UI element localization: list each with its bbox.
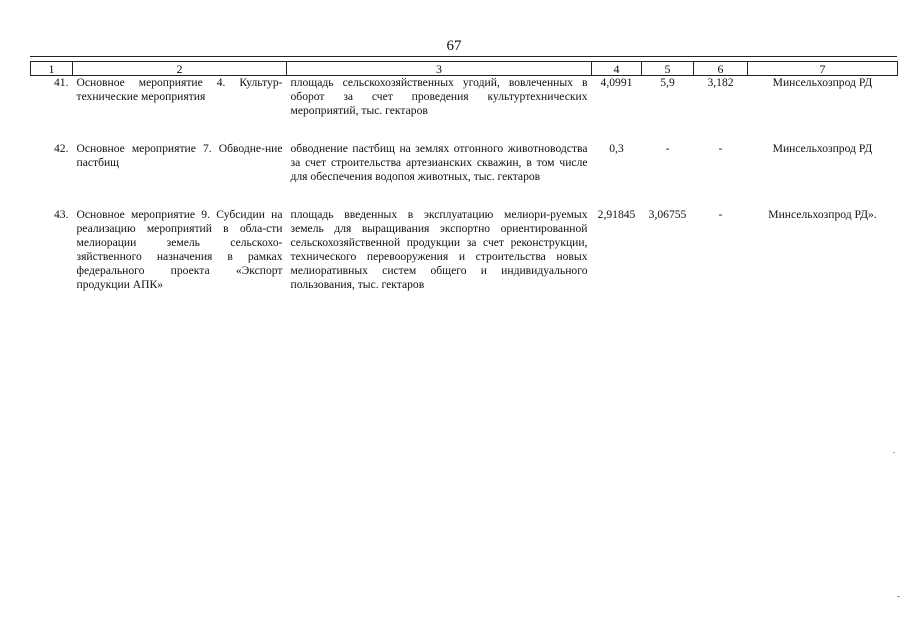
row-number: 42. <box>54 142 69 155</box>
table-row <box>31 142 898 184</box>
value-col4: 0,3 <box>609 142 624 155</box>
program-table <box>30 61 898 292</box>
value-col6: - <box>718 208 723 221</box>
column-header: 6 <box>694 62 748 76</box>
value-col5: - <box>665 142 670 155</box>
row-number: 41. <box>54 76 69 89</box>
row-spacer <box>31 118 898 142</box>
column-header: 2 <box>73 62 287 76</box>
event-name: Основное мероприятие 4. Культур-технические мероприятия <box>76 76 283 103</box>
row-spacer <box>31 184 898 208</box>
column-header: 4 <box>592 62 642 76</box>
executor: Минсельхозпрод РД <box>772 142 873 155</box>
indicator-text: обводнение пастбищ на землях отгонного животноводства за счет строительства артезианских скважин, в том числе для обеспечения водопоя животных, тыс. гектаров <box>290 142 588 183</box>
column-header: 7 <box>748 62 898 76</box>
executor: Минсельхозпрод РД <box>772 76 873 89</box>
table-row <box>31 208 898 292</box>
scan-mark <box>897 596 900 597</box>
indicator-text: площадь сельскохозяйственных угодий, вовлеченных в оборот за счет проведения культуртехнических мероприятий, тыс. гектаров <box>290 76 588 117</box>
header-rule <box>30 56 897 57</box>
value-col5: 3,06755 <box>648 208 687 221</box>
value-col6: - <box>718 142 723 155</box>
event-name: Основное мероприятие 7. Обводне-ние пастбищ <box>76 142 283 169</box>
column-header: 1 <box>31 62 73 76</box>
column-header: 3 <box>287 62 592 76</box>
table-row <box>31 76 898 119</box>
executor: Минсельхозпрод РД». <box>768 208 877 221</box>
value-col4: 2,91845 <box>597 208 636 221</box>
column-number-row <box>31 62 898 76</box>
column-header: 5 <box>642 62 694 76</box>
indicator-text: площадь введенных в эксплуатацию мелиори-руемых земель для выращивания экспортно ориентированной сельскохозяйственной продукции за счет реконструкции, технического перевооружения и строительства новых мелиоративных систем общего и индивидуального пользования, тыс. гектаров <box>290 208 588 291</box>
event-name: Основное мероприятие 9. Субсидии на реализацию мероприятий в обла-сти мелиорации земель сельскохо-зяйственного назначения в рамках федерального проекта «Экспорт продукции АПК» <box>76 208 283 291</box>
value-col6: 3,182 <box>707 76 734 89</box>
row-number: 43. <box>54 208 69 221</box>
scan-mark <box>893 452 895 453</box>
value-col5: 5,9 <box>660 76 675 89</box>
page-number: 67 <box>446 38 462 54</box>
value-col4: 4,0991 <box>600 76 633 89</box>
